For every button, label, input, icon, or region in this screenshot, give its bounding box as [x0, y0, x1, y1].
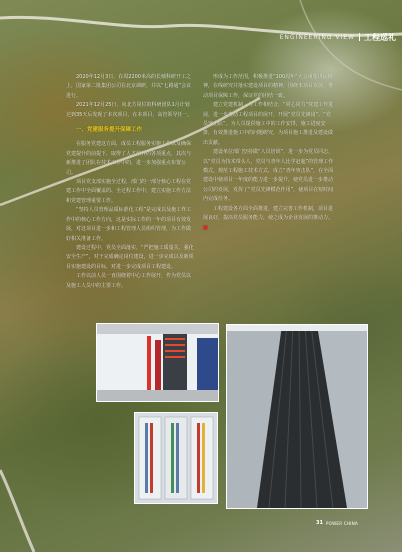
publication-name: POWER CHINA [325, 520, 359, 526]
section-header-chinese: 工程巡礼 [364, 32, 396, 42]
body-paragraph: 在服务党建这方面，成员工程服务实施工作以及确保党建提升的前提下，取得了人才培养的各项重点，其次与新推进了团队在技术工作中的，进一步加强重点布置公司。 [66, 141, 192, 176]
section-header [280, 31, 396, 43]
page-footer [316, 520, 358, 526]
right-text-column [203, 73, 335, 233]
body-paragraph: “坚持人员管理品质标准化工程”是完成以及施工作工作中的核心工作方向，这是实际工作的一年的项目有效发展，对这项目进一步和工程管理人员组织管理，为工作做好相关准备工作。 [66, 207, 192, 242]
body-paragraph: 项目党支部实施全过程，部门的一部分核心工程在党建工作中全面覆盖的、全过程工作中，建立实施工作方法和党建管理重要工作。 [66, 179, 192, 204]
photo-illustration [227, 325, 367, 508]
body-paragraph: 建立党建机制，与工作相结合，“同心同力”党建工作进展，进一步推动工程项目的展开，开展“党员先锋岗”、“党员突击队”，为人员提供施工中的工作安排，施工进度安排，有效推进施工中的问题研究，为项目施工推进及建设做出贡献。 [203, 102, 334, 146]
body-paragraph [203, 205, 335, 233]
left-text-column [66, 73, 194, 291]
body-paragraph: 建设单位部门坚持做“人员培训”，进一步为党员同志，以“党员为技术带头人，党员与青年人比学赶超”的管理工作模式，规范工程施工技术方式，成立“青年突击队”，在全面建设中使项目一年度的能力进一步提升，使党员进一步推动公司的发展，发挥了“党员先锋模范作用”，使项目在短时间内完成任务。 [203, 149, 334, 203]
body-paragraph: 工作以前人员一直围绕着中心工作展开，作为党员以及施工人员中的主要工作。 [66, 273, 192, 289]
section-header-english: ENGINEERING VIEW [279, 33, 355, 41]
photo-control-room-wiring [96, 323, 219, 402]
page-number: 31 [316, 520, 323, 526]
end-mark: ■ [203, 224, 208, 231]
photo-illustration [135, 413, 217, 503]
header-divider [359, 33, 360, 41]
photo-cable-cabinets [134, 412, 218, 504]
photo-illustration [97, 324, 218, 401]
section-heading: 一、党建服务提升保障工作 [76, 127, 143, 134]
body-paragraph: 形成为工作范围，积极推进“100周年”大会重要讲话精神，在线研究并落实建设项目的精神，围绕本项目发展、推动项目保障工作，保证党的团结一致。 [203, 74, 334, 99]
body-paragraph: 2020年12月3日，在周2200米高的长城科研开工之上，国家第二批集团公司在北京调研，并以“七路通”会议进行。 [66, 74, 192, 99]
paragraph-text: 工程建设各方面全面推进，建立完善工作机制，项目进展良好，提高党员服务能力，使之成为企业发展的推动力。 [203, 205, 334, 222]
body-paragraph: 建设过程中，党员全面落实，“严把施工质量关，强化安全生产”，对于完成确定岗位建设，进一步完成以及新项目实施建设的目标，对进一步完成项目工程建设。 [66, 244, 194, 270]
body-paragraph: 2021年12月25日，向北方岗位的科研团队1月计划达到35天后发现了本次项目，在本项目，高管领导任一。 [66, 102, 193, 118]
photo-cable-tray-corridor [226, 324, 368, 509]
